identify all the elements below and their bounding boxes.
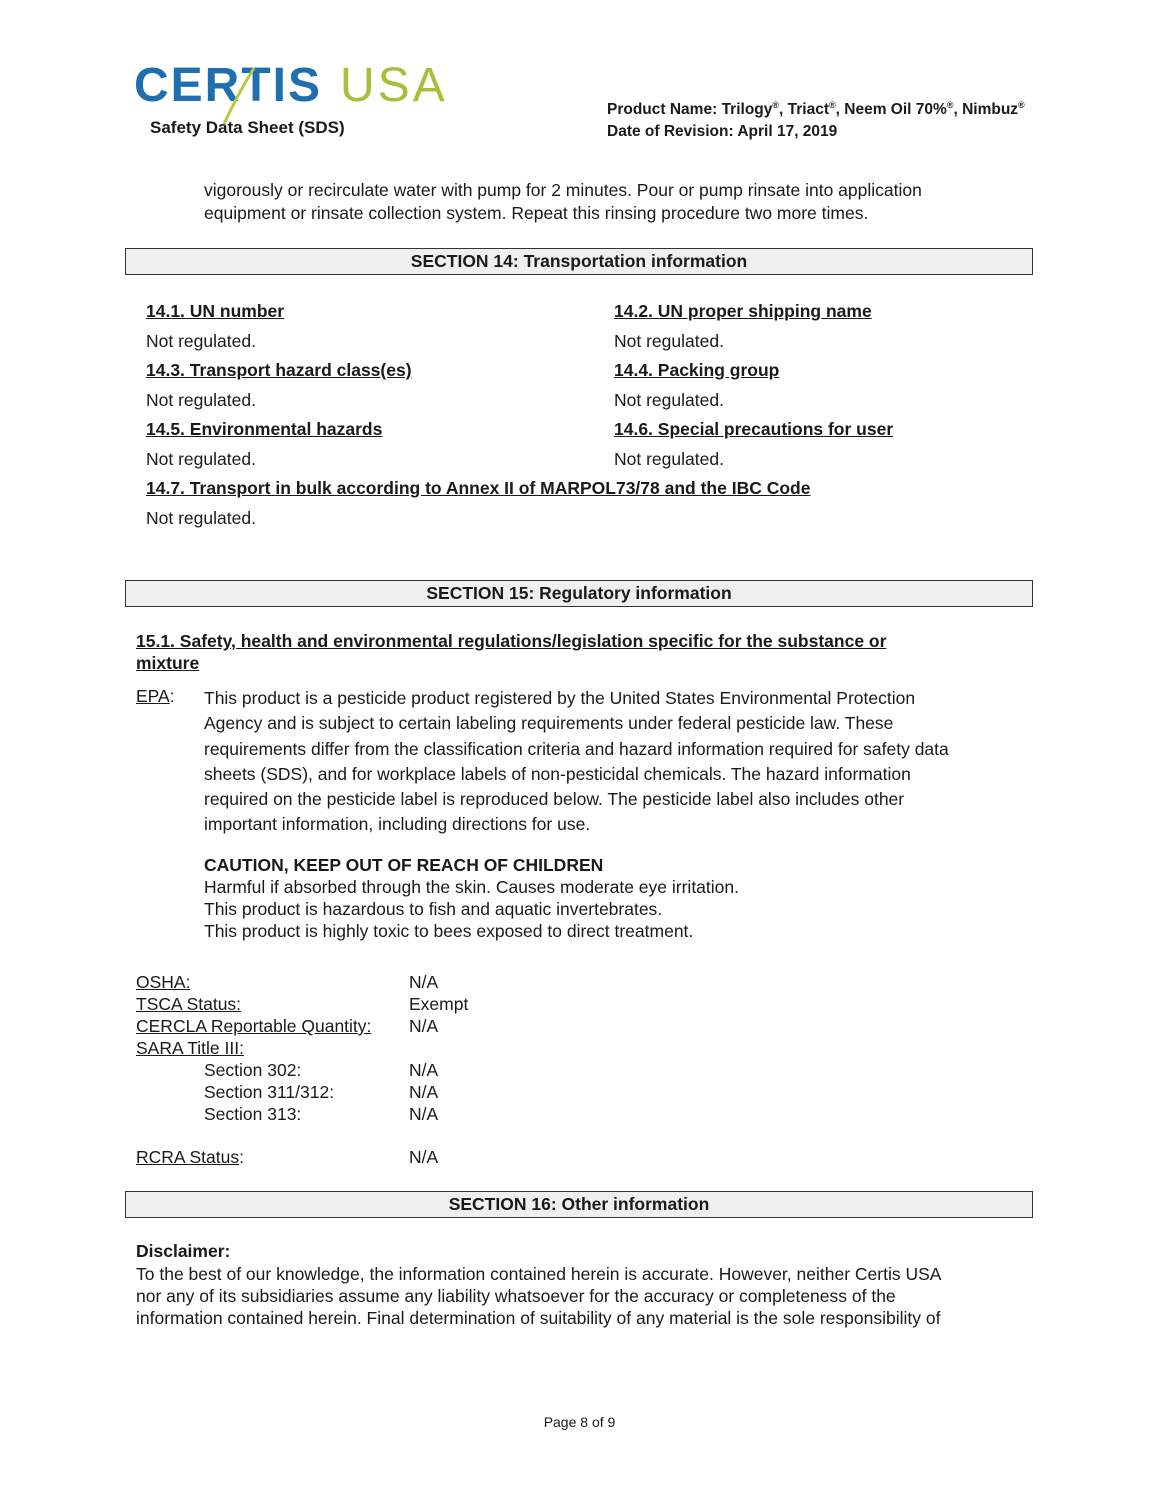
- disclaimer-text: To the best of our knowledge, the information contained herein is accurate. However, neither Certis USA nor any of its subsidiaries assume any liability whatsoever for the accuracy or completeness of the information contained herein. Final determination of suitability of any material is the sole responsibility of: [136, 1264, 942, 1328]
- regulatory-labels: [136, 971, 371, 1059]
- osha-value: N/A: [409, 972, 439, 992]
- doc-type-label: Safety Data Sheet (SDS): [150, 118, 345, 137]
- tsca-label: TSCA Status:: [136, 994, 242, 1014]
- tsca-value: Exempt: [409, 994, 469, 1014]
- sara-section-values: N/A N/A N/A: [409, 1060, 439, 1124]
- section-14-6-heading: 14.6. Special precautions for user: [614, 419, 894, 439]
- epa-text: This product is a pesticide product registered by the United States Environmental Protection Agency and is subject to certain labeling requirements under federal pesticide law. These requirements differ from the classification criteria and hazard information required for safety data sheets (SDS), and for workplace labels of non-pesticidal chemicals. The hazard information required on the pesticide label is reproduced below. The pesticide label also includes other important information, including directions for use.: [204, 688, 949, 835]
- section-16-header: SECTION 16: Other information: [125, 1191, 1033, 1218]
- logo-certis-text: CERTIS: [134, 59, 323, 112]
- product-name: Neem Oil 70%: [844, 101, 947, 119]
- product-info: [607, 94, 1025, 143]
- cercla-label: CERCLA Reportable Quantity:: [136, 1016, 372, 1036]
- intro-text: vigorously or recirculate water with pump for 2 minutes. Pour or pump rinsate into application equipment or rinsate collection system. Repeat this rinsing procedure two more times.: [204, 180, 922, 223]
- section-14-1-value: Not regulated.: [146, 331, 256, 351]
- section-14-1-heading: 14.1. UN number: [146, 301, 285, 321]
- section-14-4-heading: 14.4. Packing group: [614, 360, 780, 380]
- disclaimer-heading: Disclaimer:: [136, 1241, 231, 1261]
- caution-block: CAUTION, KEEP OUT OF REACH OF CHILDREN Harmful if absorbed through the skin. Causes moderate eye irritation. This product is hazardous to fish and aquatic invertebrates. This product is highly toxic to bees exposed to direct treatment.: [204, 855, 739, 941]
- cercla-value: N/A: [409, 1016, 439, 1036]
- section-14-header: SECTION 14: Transportation information: [125, 248, 1033, 275]
- osha-label: OSHA:: [136, 972, 191, 992]
- revision-date: Date of Revision: April 17, 2019: [607, 123, 838, 141]
- rcra-value: N/A: [409, 1147, 439, 1167]
- section-14-2-heading: 14.2. UN proper shipping name: [614, 301, 872, 321]
- page-number: Page 8 of 9: [543, 1414, 616, 1430]
- certis-usa-logo: [134, 58, 448, 113]
- logo-usa-text: USA: [340, 59, 448, 112]
- section-14-6-value: Not regulated.: [614, 449, 724, 469]
- section-14-4-value: Not regulated.: [614, 390, 724, 410]
- section-14-2-value: Not regulated.: [614, 331, 724, 351]
- section-14-5-value: Not regulated.: [146, 449, 256, 469]
- product-name: Triact: [787, 101, 830, 119]
- section-15-1-heading: 15.1. Safety, health and environmental regulations/legislation specific for the substance or mixture: [136, 631, 887, 673]
- regulatory-values: [409, 971, 468, 1037]
- product-name: Nimbuz: [962, 101, 1019, 119]
- sara-section-labels: Section 302: Section 311/312: Section 313:: [204, 1060, 335, 1124]
- product-name: Trilogy: [721, 101, 773, 119]
- caution-heading: CAUTION, KEEP OUT OF REACH OF CHILDREN: [204, 855, 604, 875]
- section-14-7-value: Not regulated.: [146, 508, 256, 528]
- section-15-header: SECTION 15: Regulatory information: [125, 580, 1033, 607]
- section-14-3-heading: 14.3. Transport hazard class(es): [146, 360, 412, 380]
- product-name-line: Product Name: Trilogy®, Triact®, Neem Oil 70%®, Nimbuz®: [607, 100, 1025, 119]
- section-14-3-value: Not regulated.: [146, 390, 256, 410]
- sara-label: SARA Title III:: [136, 1038, 244, 1058]
- section-14-5-heading: 14.5. Environmental hazards: [146, 419, 383, 439]
- rcra-label: RCRA Status:: [136, 1147, 244, 1167]
- section-14-7-heading: 14.7. Transport in bulk according to Annex II of MARPOL73/78 and the IBC Code: [146, 478, 811, 498]
- epa-label: EPA:: [136, 686, 175, 706]
